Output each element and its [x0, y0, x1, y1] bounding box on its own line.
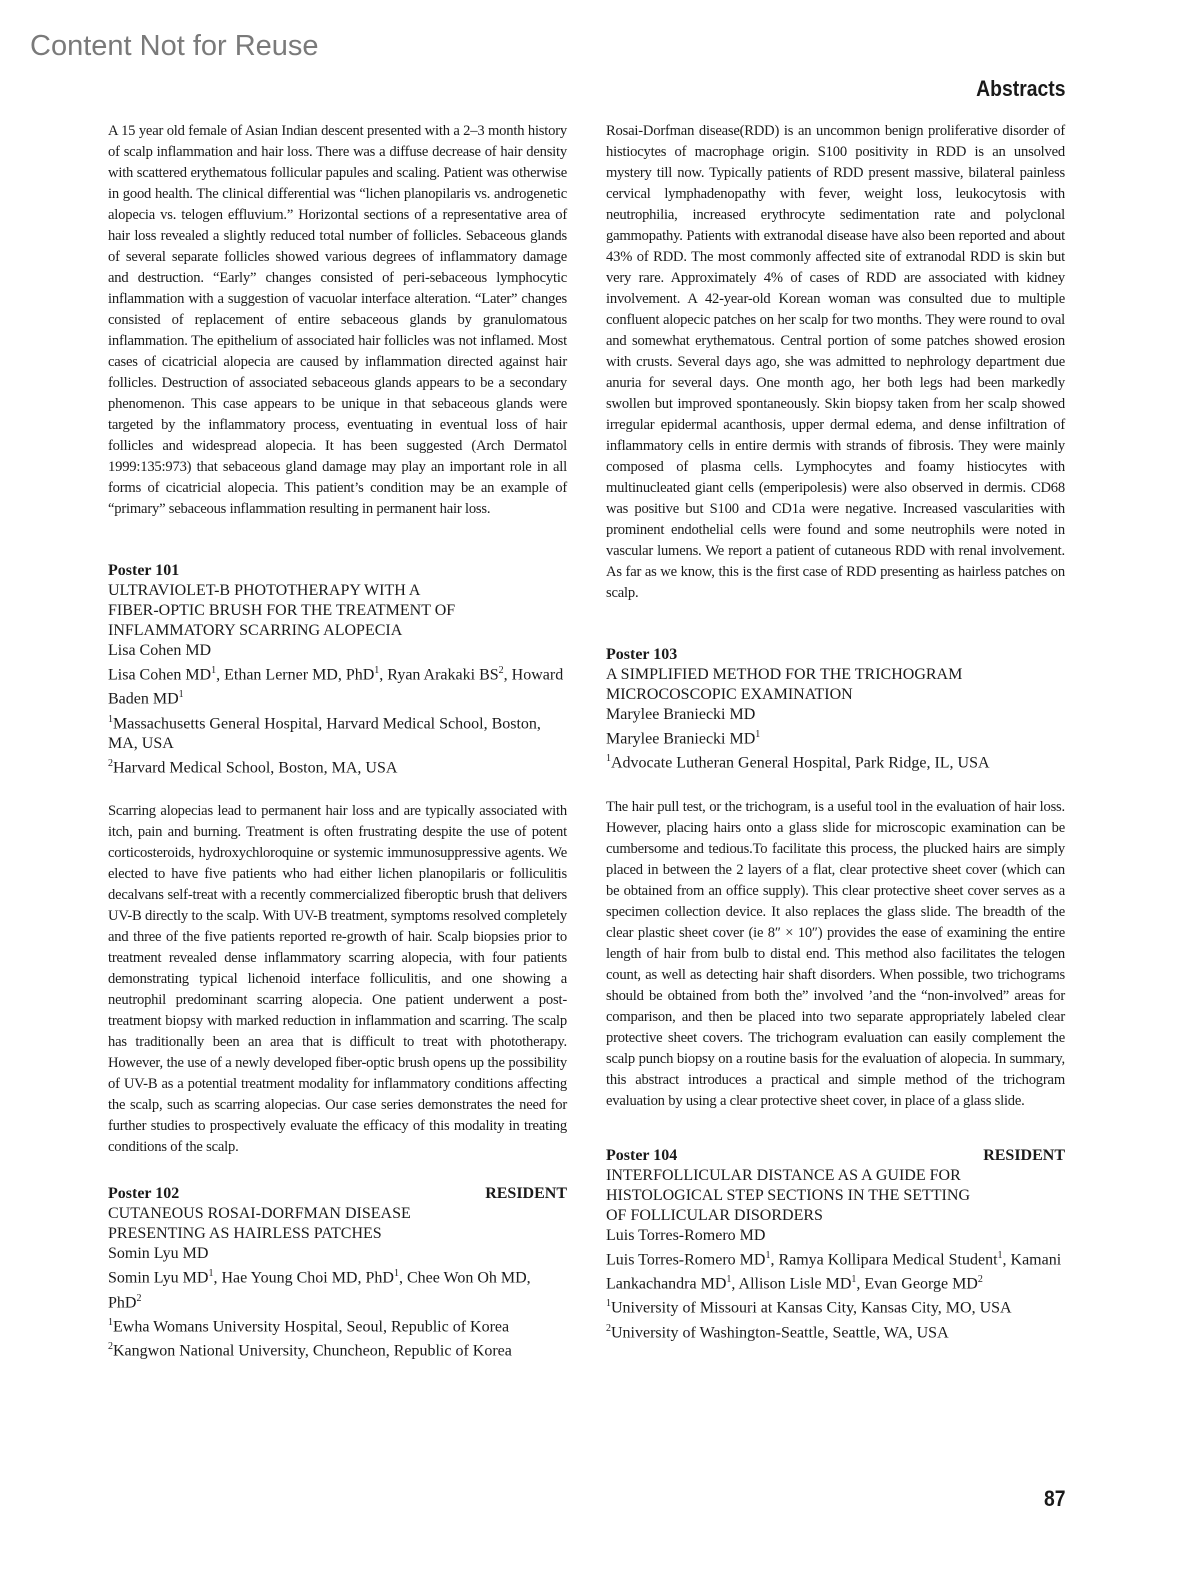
author-list	[606, 725, 1065, 749]
affiliation-text: Massachusetts General Hospital, Harvard Medical School, Boston, MA, USA	[108, 714, 541, 752]
poster-title: ULTRAVIOLET-B PHOTOTHERAPY WITH A FIBER-OPTIC BRUSH FOR THE TREATMENT OF INFLAMMATORY SCARRING ALOPECIA	[108, 582, 456, 639]
author-name: Lisa Cohen MD	[108, 666, 212, 684]
affiliation	[606, 1319, 1065, 1343]
affiliation-list	[606, 749, 1065, 773]
right-column	[606, 121, 1065, 1343]
author-list: Luis Torres-Romero $MD^1$, Ramya Kollipara Medical Student$^1$, Kamani Lankachandra $MD^1$, Allison Lisle $MD^1$, Evan George $MD^2$	[606, 1249, 1062, 1293]
affiliation-text: Ewha Womans University Hospital, Seoul, Republic of Korea	[113, 1318, 510, 1336]
poster-label: Poster 102	[108, 1185, 180, 1203]
author-affiliation-marker: 1	[755, 729, 761, 740]
author-name: Ethan Lerner MD, PhD	[224, 666, 375, 684]
author-affiliation-marker: 1	[211, 665, 217, 676]
abstract-body: Scarring alopecias lead to permanent hair loss and are typically associated with itch, pain and burning. Treatment is often frustrating despite the use of potent corticosteroids, hydroxychloroquine or systemic immunosuppressive agents. We elected to have five patients who had either lichen planopilaris or folliculitis decalvans self-treat with a recently commercialized fiberoptic brush that delivers UV-B directly to the scalp. With UV-B treatment, symptoms resolved completely and three of the five patients reported re-growth of hair. Scalp biopsies prior to treatment revealed dense inflammatory scarring alopecia, with four patients demonstrating typical lichenoid interface folliculitis, and one showing a neutrophil predominant scarring alopecia. One patient underwent a post-treatment biopsy with marked reduction in inflammation and scarring. The scalp has traditionally been an area that is difficult to treat with phototherapy. However, the use of a newly developed fiber-optic brush opens up the possibility of UV-B as a potential treatment modality for inflammatory conditions affecting the scalp, such as scarring alopecias. Our case series demonstrates the need for further studies to prospectively evaluate the efficacy of this modality in treating conditions of the scalp.	[108, 803, 567, 1156]
author-name: Kamani Lankachandra MD	[606, 1250, 1062, 1293]
author-name: Somin Lyu MD	[108, 1269, 209, 1287]
affiliation	[606, 1294, 1065, 1318]
author-name: Evan George MD	[864, 1275, 978, 1293]
author-affiliation-marker: 1	[997, 1249, 1003, 1261]
affiliation-text: University of Missouri at Kansas City, Kansas City, MO, USA	[611, 1299, 1012, 1317]
presenter: Lisa Cohen MD	[108, 642, 212, 659]
abstract-body: A 15 year old female of Asian Indian descent presented with a 2–3 month history of scalp inflammation and hair loss. There was a diffuse decrease of hair density with scattered erythematous follicular papules and scaling. Patient was otherwise in good health. The clinical differential was “lichen planopilaris vs. androgenetic alopecia vs. telogen effluvium.” Horizontal sections of a representative area of hair loss revealed a slightly reduced total number of follicles. Sebaceous glands of several separate follicles showed various degrees of inflammatory damage and destruction. “Early” changes consisted of peri-sebaceous lymphocytic inflammation with a suggestion of vacuolar interface alteration. “Later” changes consisted of replacement of entire sebaceous glands by granulomatous inflammation. The epithelium of associated hair follicles was not inflamed. Most cases of cicatricial alopecia are caused by inflammation directed against hair follicles. Destruction of associated sebaceous glands appears to be a secondary phenomenon. This case appears to be unique in that sebaceous glands were targeted by the inflammatory process, eventuating in eventual loss of hair follicles and widespread alopecia. It has been suggested (Arch Dermatol 1999:135:973) that sebaceous gland damage may play an important role in all forms of cicatricial alopecia. This patient’s condition may be an example of “primary” sebaceous inflammation resulting in permanent hair loss.	[108, 123, 567, 517]
affiliation	[108, 1313, 567, 1337]
affiliation-text: Advocate Lutheran General Hospital, Park Ridge, IL, USA	[611, 754, 990, 772]
affiliation-marker: 1	[108, 1316, 113, 1328]
poster-title: INTERFOLLICULAR DISTANCE AS A GUIDE FOR HISTOLOGICAL STEP SECTIONS IN THE SETTING OF FOLLICULAR DISORDERS	[606, 1166, 970, 1224]
section-title: Abstracts	[975, 76, 1065, 101]
presenter: Somin Lyu MD	[108, 1245, 209, 1263]
presenter: Luis Torres-Romero MD	[606, 1226, 766, 1244]
affiliation	[108, 1337, 567, 1361]
affiliation-marker: 1	[606, 753, 611, 765]
author-affiliation-marker: 1	[851, 1273, 857, 1285]
poster-header	[606, 1146, 1065, 1166]
author-affiliation-marker: 2	[498, 665, 504, 676]
author-affiliation-marker: 1	[178, 689, 184, 701]
author-list: Lisa Cohen $MD^1$, Ethan Lerner MD, PhD$^1$, Ryan Arakaki $BS^2$, Howard Baden $MD^1$	[108, 665, 564, 708]
poster-label: Poster 101	[108, 562, 180, 579]
author-affiliation-marker: 1	[393, 1268, 399, 1280]
affiliation-text: Kangwon National University, Chuncheon, Republic of Korea	[113, 1342, 512, 1360]
presenter: Marylee Braniecki MD	[606, 706, 756, 723]
affiliation	[108, 710, 567, 754]
affiliation-text: University of Washington-Seattle, Seattle, WA, USA	[611, 1323, 949, 1341]
abstract-body: The hair pull test, or the trichogram, is a useful tool in the evaluation of hair loss. However, placing hairs onto a glass slide for microscopic examination can be cumbersome and tedious.To facilitate this process, the plucked hairs are simply placed in between the 2 layers of a flat, clear protective sheet cover (which can be obtained from an office supply). This clear protective sheet cover serves as a specimen collection device. It also replaces the glass slide. The breadth of the clear plastic sheet cover (ie 8″ × 10″) provides the ease of examining the entire length of hair from bulb to distal end. This method also facilitates the telogen count, as well as detecting hair shaft disorders. When possible, two trichograms should be obtained from both the” involved ’and the “non-involved” areas for comparison, and then be placed into two separate appropriately labeled clear protective sheet covers. The trichogram evaluation can easily complement the scalp punch biopsy on a routine basis for the evaluation of alopecia. In summary, this abstract introduces a practical and simple method of the trichogram evaluation by using a clear protective sheet cover, in place of a glass slide.	[606, 798, 1065, 1109]
author-affiliation-marker: 1	[208, 1268, 214, 1280]
author-list: Somin Lyu $MD^1$, Hae Young Choi MD, PhD$^1$, Chee Won Oh MD, PhD$^2$	[108, 1268, 531, 1311]
author-name: Allison Lisle MD	[738, 1275, 852, 1293]
author-name: Marylee Braniecki MD	[606, 730, 756, 748]
author-name: Ramya Kollipara Medical Student	[778, 1250, 998, 1268]
poster-title: A SIMPLIFIED METHOD FOR THE TRICHOGRAM MICROCOSCOPIC EXAMINATION	[606, 666, 963, 703]
author-name: Hae Young Choi MD, PhD	[221, 1269, 394, 1287]
affiliation-marker: 2	[606, 1322, 611, 1334]
poster-badge: RESIDENT	[485, 1185, 567, 1203]
affiliation-list	[606, 1294, 1065, 1343]
affiliation-list	[108, 710, 567, 779]
author-affiliation-marker: 1	[374, 665, 380, 676]
author-affiliation-marker: 2	[977, 1273, 983, 1285]
affiliation-marker: 2	[108, 757, 113, 769]
affiliation	[108, 754, 567, 778]
poster-title: CUTANEOUS ROSAI-DORFMAN DISEASE PRESENTING AS HAIRLESS PATCHES	[108, 1205, 411, 1243]
author-name: Ryan Arakaki BS	[387, 666, 499, 684]
poster-header	[108, 1184, 567, 1204]
poster-header	[108, 561, 567, 581]
affiliation-marker: 1	[606, 1298, 611, 1310]
abstract-poster-103	[606, 645, 1065, 1112]
page-number: 87	[1043, 1486, 1065, 1511]
abstract-poster-104	[606, 1146, 1065, 1343]
abstract-body: Rosai-Dorfman disease(RDD) is an uncommon benign proliferative disorder of histiocytes of macrophage origin. S100 positivity in RDD is an unsolved mystery till now. Typically patients of RDD present massive, bilateral painless cervical lymphadenopathy with fever, weight loss, leukocytosis with neutrophilia, increased erythrocyte sedimentation rate and polyclonal gammopathy. Patients with extranodal disease have also been reported and about 43% of RDD. The most commonly affected site of extranodal RDD is skin but very rare. Approximately 4% of cases of RDD are associated with kidney involvement. A 42-year-old Korean woman was consulted due to multiple confluent alopecic patches on her scalp for two months. They were round to oval and somewhat erythematous. Central portion of some patches showed erosion with crusts. Several days ago, she was admitted to nephrology department due anuria for several days. One month ago, her both legs had been markedly swollen but improved spontaneously. Skin biopsy taken from her scalp showed irregular epidermal acanthosis, upper dermal edema, and dense infiltration of inflammatory cells in entire dermis with strands of fibrosis. They were mainly composed of plasma cells. Lymphocytes and foamy histiocytes with multinucleated giant cells (emperipolesis) were also observed in dermis. CD68 was positive but S100 and CD1a were negative. Increased vascularities with prominent endothelial cells were found and some neutrophils were noted in vascular lumens. We report a patient of cutaneous RDD with renal involvement. As far as we know, this is the first case of RDD presenting as hairless patches on scalp.	[606, 123, 1065, 601]
poster-badge: RESIDENT	[983, 1146, 1065, 1164]
affiliation-list	[108, 1313, 567, 1362]
author-name: Chee Won Oh MD, PhD	[108, 1269, 531, 1311]
affiliation-text: Harvard Medical School, Boston, MA, USA	[113, 759, 398, 777]
abstract-poster-102	[108, 1184, 567, 1361]
watermark: Content Not for Reuse	[30, 30, 319, 62]
left-column	[108, 121, 567, 1362]
author-affiliation-marker: 1	[726, 1273, 732, 1285]
author-name: Howard Baden MD	[108, 666, 564, 708]
poster-label: Poster 104	[606, 1146, 678, 1164]
author-affiliation-marker: 1	[765, 1249, 771, 1261]
poster-header	[606, 645, 1065, 665]
poster-label: Poster 103	[606, 646, 678, 663]
affiliation-marker: 2	[108, 1341, 113, 1353]
author-affiliation-marker: 2	[136, 1292, 142, 1304]
affiliation	[606, 749, 1065, 773]
abstract-poster-101	[108, 561, 567, 1158]
author-name: Luis Torres-Romero MD	[606, 1250, 766, 1268]
affiliation-marker: 1	[108, 713, 113, 725]
